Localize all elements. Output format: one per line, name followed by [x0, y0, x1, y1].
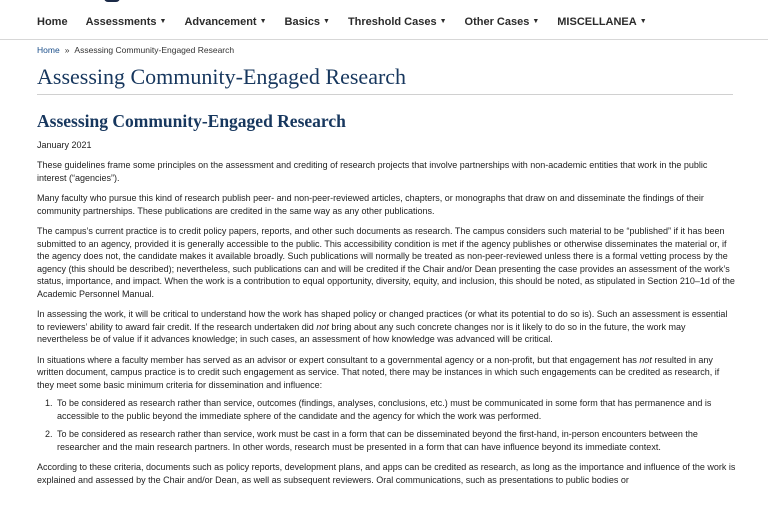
caret-down-icon: ▼ — [159, 18, 167, 25]
paragraph-text: bring about any such concrete changes nor is it likely to do so in the future, the work may nevertheless be of value if it advances knowledge; in such cases, an assessment of how knowledge was advanced will be critical. — [37, 321, 686, 344]
nav-item-label: Threshold Cases — [347, 15, 437, 28]
caret-down-icon: ▼ — [639, 18, 647, 25]
nav-list — [0, 4, 768, 39]
emphasis-text: not — [639, 354, 652, 365]
breadcrumb — [37, 45, 234, 55]
page-title: Assessing Community-Engaged Research — [37, 64, 733, 95]
main-navigation — [0, 4, 768, 40]
criteria-item: 2. To be considered as research rather than service, work must be cast in a form that can be disseminated beyond the first-hand, in-person encounters between the researcher and the main research partners. In other words, research must be presented in a form that can have influence beyond its immediate context. — [55, 428, 737, 453]
criteria-list — [37, 397, 737, 453]
breadcrumb-home-link[interactable]: Home — [37, 45, 60, 55]
paragraph-publications: Many faculty who pursue this kind of research publish peer- and non-peer-reviewed articles, chapters, or monographs that draw on and disseminate the findings of their community partnerships. These publications are credited in the same way as any other publications. — [37, 193, 704, 216]
caret-down-icon: ▼ — [439, 18, 447, 25]
article-content — [37, 110, 737, 486]
caret-down-icon: ▼ — [323, 18, 330, 25]
article-date: January 2021 — [37, 140, 92, 150]
nav-item-miscellanea[interactable] — [557, 16, 646, 28]
logo-fragment — [104, 0, 120, 2]
nav-item-label: Other Cases — [464, 15, 530, 28]
nav-item-label: Basics — [284, 15, 320, 28]
article-heading: Assessing Community-Engaged Research — [37, 111, 346, 131]
nav-item-label: MISCELLANEA — [557, 15, 637, 28]
emphasis-text: not — [316, 321, 329, 332]
nav-item-label: Advancement — [184, 15, 257, 28]
paragraph-text: In situations where a faculty member has served as an advisor or expert consultant to a governmental agency or a non-profit, but that engagement has — [37, 354, 640, 365]
paragraph-advisor-situations — [37, 354, 737, 392]
paragraph-assessing-work — [37, 308, 737, 346]
breadcrumb-current: Assessing Community-Engaged Research — [74, 45, 235, 55]
nav-item-threshold-cases[interactable] — [348, 16, 447, 28]
caret-down-icon: ▼ — [259, 18, 267, 25]
nav-item-basics[interactable] — [285, 16, 330, 28]
nav-item-other-cases[interactable] — [465, 16, 540, 28]
breadcrumb-separator: » — [64, 45, 70, 55]
paragraph-current-practice: The campus’s current practice is to credit policy papers, reports, and other such documents as research. The campus considers such material to be “published” if it has been submitted to an agency, provided it is generally accessible to the public. This accessibility condition is met if the agency publishes or otherwise disseminates the material or, if the agency does not, the candidate makes it available broadly. Such publications will normally be treated as non-peer-reviewed unless there is a formal vetting process by the agency (this should be described); nevertheless, such publications can and will be credited if the Chair and/or Dean presenting the case provides an assessment of the work’s status, importance, and impact. When the work is a contribution to equal opportunity, diversity, equity, and inclusion, this should be noted, as stipulated in Section 210–1d of the Academic Personnel Manual. — [37, 226, 735, 299]
nav-item-advancement[interactable] — [184, 16, 266, 28]
paragraph-text: resulted in any written document, campus practice is to credit such engagement as service. That noted, there may be instances in which such engagements can be credited as research, if they meet some basic minimum criteria for dissemination and influence: — [37, 354, 720, 390]
paragraph-criteria-conclusion: According to these criteria, documents such as policy reports, development plans, and apps can be credited as research, as long as the importance and influence of the work is explained and assessed by the Chair and/or Dean, as well as subsequent reviewers. Oral communications, such as presentations to public bodies or — [37, 462, 736, 485]
nav-item-home[interactable] — [37, 16, 68, 28]
paragraph-text: In assessing the work, it will be critical to understand how the work has shaped policy or changed practices (or what its potential to do so is). Such an assessment is essential to reviewers’ ability to award fair credit. If the research undertaken did — [37, 309, 728, 332]
nav-item-label: Home — [37, 15, 68, 28]
nav-item-label: Assessments — [85, 15, 157, 28]
caret-down-icon: ▼ — [532, 18, 540, 25]
paragraph-intro: These guidelines frame some principles on the assessment and crediting of research projects that involve partnerships with non-academic entities that work in the public interest (“agencies”). — [37, 160, 708, 183]
criteria-item: 1. To be considered as research rather than service, outcomes (findings, analyses, conclusions, etc.) must be communicated in some form that has permanence and is accessible to the public beyond the immediate sphere of the candidate and the agency for which the work was performed. — [55, 397, 737, 422]
nav-item-assessments[interactable] — [86, 16, 167, 28]
